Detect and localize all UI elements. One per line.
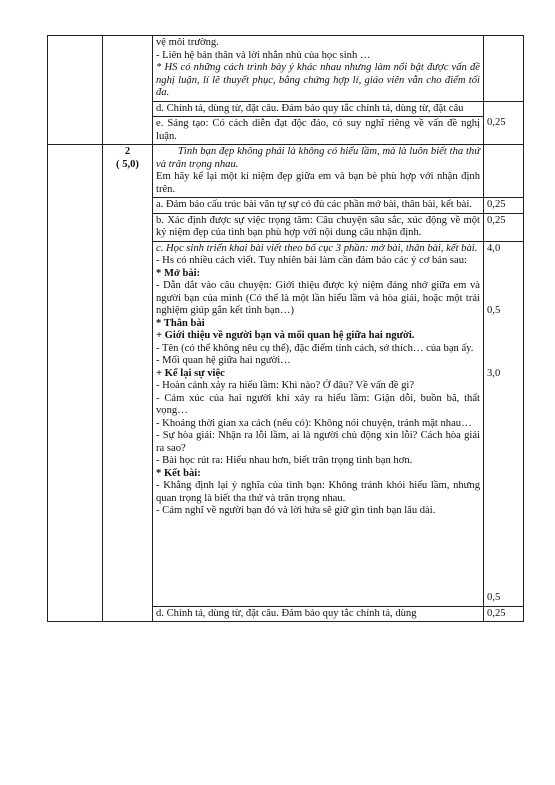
content-line: - Khẳng định lại ý nghĩa của tình bạn: Không tránh khỏi hiểu lầm, nhưng quan trọng là biết tha thứ và trân trọng nhau. <box>156 480 480 504</box>
content-line: - Liên hệ bản thân và lời nhắn nhủ của học sinh … <box>156 49 371 61</box>
content-line: - Mối quan hệ giữa hai người… <box>156 355 291 366</box>
section-subheading: + Kể lại sự việc <box>156 367 225 379</box>
content-line: - Khoảng thời gian xa cách (nếu có): Không nói chuyện, tránh mặt nhau… <box>156 417 472 429</box>
content-line: b. Xác định được sự việc trọng tâm: Câu chuyện sâu sắc, xúc động về một kỷ niệm đẹp của tình bạn phù hợp với nội dung câu nhận định. <box>156 214 480 238</box>
score-than-bai: 3,0 <box>487 367 501 379</box>
content-line: - Dẫn dắt vào câu chuyện: Giới thiệu được kỷ niệm đáng nhớ giữa em và người bạn của mình (Có thể là một lần hiểu lầm và hòa giải, hoặc một trải nghiệm giúp gắn kết tình bạn…) <box>156 280 480 316</box>
score-ket-bai: 0,5 <box>487 592 501 603</box>
content-line: * HS có những cách trình bày ý khác nhau nhưng làm nổi bật được vấn đề nghị luận, lí lẽ thuyết phục, bằng chứng hợp lí, giáo viên vẫn cho điểm tối đa. <box>156 62 480 98</box>
content-line: d. Chính tả, dùng từ, đặt câu. Đảm bảo quy tắc chính tả, dùng từ, đặt câu <box>156 102 464 114</box>
content-line: - Hs có nhiều cách viết. Tuy nhiên bài làm cần đảm bảo các ý cơ bản sau: <box>156 255 467 266</box>
content-cell <box>153 198 484 214</box>
score-total: 4,0 <box>487 242 501 254</box>
table-row <box>48 145 524 198</box>
section-subheading: + Giới thiệu về người bạn và mối quan hệ giữa hai người. <box>156 330 415 341</box>
content-line: vệ môi trường. <box>156 37 219 48</box>
content-line: d. Chính tả, dùng từ, đặt câu. Đảm bảo quy tắc chính tả, dùng <box>156 607 417 619</box>
question-prompt-quote: Tình bạn đẹp không phải là không có hiểu lầm, mà là luôn biết tha thứ và trân trọng nhau. <box>156 146 480 170</box>
question-number-cell <box>103 145 153 622</box>
content-line: - Cảm nghĩ về người bạn đó và lời hứa sẽ giữ gìn tình bạn lâu dài. <box>156 505 436 516</box>
score-cell: 0,25 <box>484 198 524 214</box>
content-cell <box>153 101 484 117</box>
blank-cell <box>48 36 103 145</box>
score-cell: 0,25 <box>484 213 524 241</box>
section-heading: * Kết bài: <box>156 467 201 479</box>
content-cell <box>153 241 484 606</box>
blank-cell <box>103 36 153 145</box>
content-line: - Tên (có thể không nêu cụ thể), đặc điểm tính cách, sở thích… của bạn ấy. <box>156 342 474 354</box>
content-cell <box>153 606 484 622</box>
content-line: - Bài học rút ra: Hiểu nhau hơn, biết trân trọng tình bạn hơn. <box>156 455 413 466</box>
score-cell: 0,25 <box>484 101 524 145</box>
content-line: - Cảm xúc của hai người khi xảy ra hiểu lầm: Giận dỗi, buồn bã, thất vọng… <box>156 392 480 416</box>
content-cell <box>153 145 484 198</box>
question-prompt: Em hãy kể lại một kỉ niệm đẹp giữa em và bạn bè phù hợp với nhận định trên. <box>156 171 480 195</box>
score-cell <box>484 241 524 606</box>
content-line: - Hoàn cảnh xảy ra hiểu lầm: Khi nào? Ở đâu? Về vấn đề gì? <box>156 380 415 391</box>
blank-cell <box>48 145 103 622</box>
content-cell <box>153 36 484 102</box>
table-row <box>48 36 524 102</box>
section-heading: * Mở bài: <box>156 267 201 279</box>
section-heading: * Thân bài <box>156 317 205 329</box>
question-points: ( 5,0) <box>116 158 139 170</box>
score-mo-bai: 0,5 <box>487 305 501 316</box>
question-number: 2 <box>124 146 131 157</box>
content-line: a. Đảm bảo cấu trúc bài văn tự sự có đủ các phần mở bài, thân bài, kết bài. <box>156 199 472 210</box>
grading-table <box>47 35 524 622</box>
score-cell: 0,25 <box>484 606 524 622</box>
content-cell <box>153 117 484 145</box>
content-line: - Sự hòa giải: Nhận ra lỗi lầm, ai là người chủ động xin lỗi? Cách hòa giải ra sao? <box>156 430 480 454</box>
content-line: e. Sáng tạo: Có cách diễn đạt độc đáo, có suy nghĩ riêng về vấn đề nghị luận. <box>156 118 480 142</box>
score-cell <box>484 36 524 102</box>
content-line: c. Học sinh triển khai bài viết theo bố cục 3 phần: mở bài, thân bài, kết bài. <box>156 242 478 254</box>
score-cell <box>484 145 524 198</box>
content-cell <box>153 213 484 241</box>
